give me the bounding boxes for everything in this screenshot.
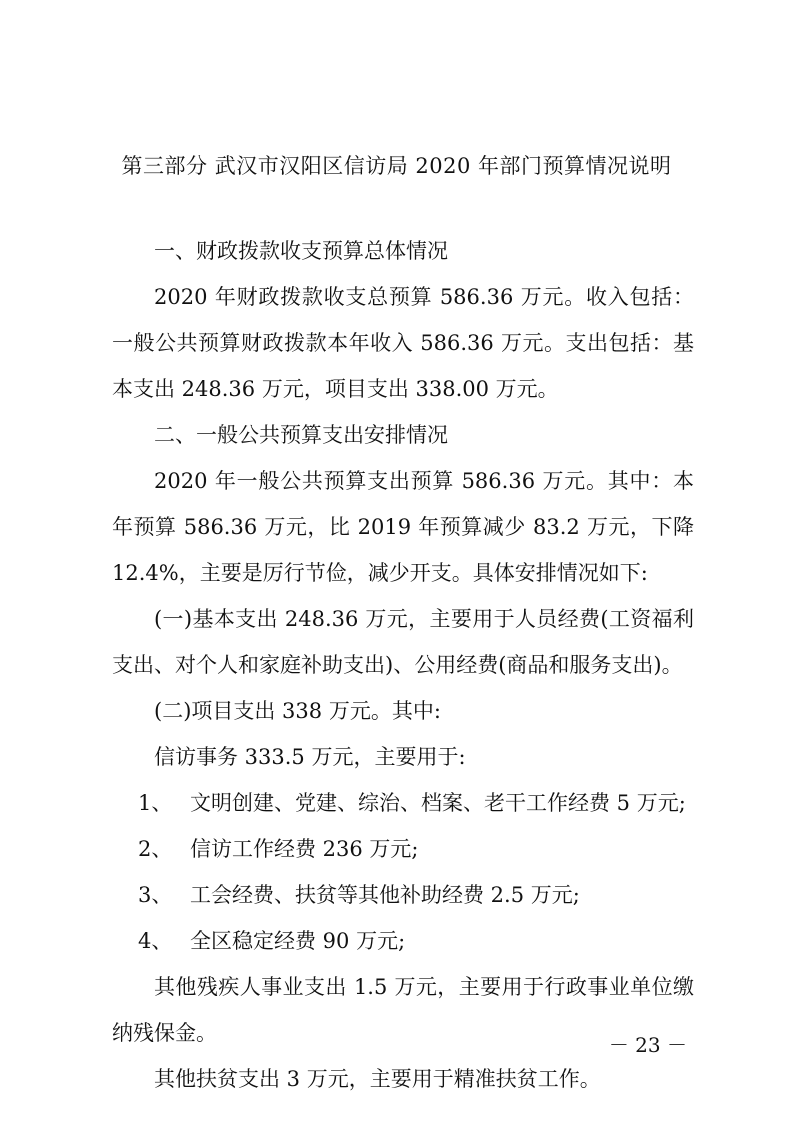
list-item-number: 3、 bbox=[138, 883, 173, 907]
paragraph-fiscal-overview: 2020 年财政拨款收支总预算 586.36 万元。收入包括：一般公共预算财政拨款本年收入 586.36 万元。支出包括：基本支出 248.36 万元，项目支出 338.00 万元。 bbox=[112, 285, 694, 401]
page-title: 第三部分 武汉市汉阳区信访局 2020 年部门预算情况说明 bbox=[121, 154, 672, 178]
list-item bbox=[112, 780, 694, 826]
list-item-text: 信访工作经费 236 万元; bbox=[190, 837, 419, 861]
list-item-text: 文明创建、党建、综治、档案、老干工作经费 5 万元; bbox=[190, 791, 686, 815]
paragraph-general-budget: 2020 年一般公共预算支出预算 586.36 万元。其中：本年预算 586.36 万元，比 2019 年预算减少 83.2 万元，下降 12.4%，主要是厉行节俭，减少开支。具体安排情况如下: bbox=[112, 469, 694, 585]
list-item bbox=[112, 826, 694, 872]
document-body bbox=[112, 228, 694, 1102]
paragraph-petition-affairs: 信访事务 333.5 万元，主要用于: bbox=[154, 745, 466, 769]
list-item-number: 4、 bbox=[138, 929, 173, 953]
list-item bbox=[112, 918, 694, 964]
list-item-number: 1、 bbox=[138, 791, 173, 815]
page-number: － 23 － bbox=[608, 1033, 687, 1057]
list-item-text: 工会经费、扶贫等其他补助经费 2.5 万元; bbox=[190, 883, 580, 907]
list-item bbox=[112, 872, 694, 918]
list-item-text: 全区稳定经费 90 万元; bbox=[190, 929, 406, 953]
paragraph-basic-expenditure: (一)基本支出 248.36 万元，主要用于人员经费(工资福利支出、对个人和家庭补助支出)、公用经费(商品和服务支出)。 bbox=[112, 607, 694, 677]
list-item-number: 2、 bbox=[138, 837, 173, 861]
paragraph-disability-expenditure: 其他残疾人事业支出 1.5 万元，主要用于行政事业单位缴纳残保金。 bbox=[112, 975, 694, 1045]
section-heading-general-budget: 二、一般公共预算支出安排情况 bbox=[154, 423, 448, 447]
section-heading-fiscal-overview: 一、财政拨款收支预算总体情况 bbox=[154, 239, 448, 263]
paragraph-poverty-expenditure: 其他扶贫支出 3 万元，主要用于精准扶贫工作。 bbox=[154, 1067, 601, 1091]
paragraph-project-expenditure: (二)项目支出 338 万元。其中: bbox=[154, 699, 441, 723]
